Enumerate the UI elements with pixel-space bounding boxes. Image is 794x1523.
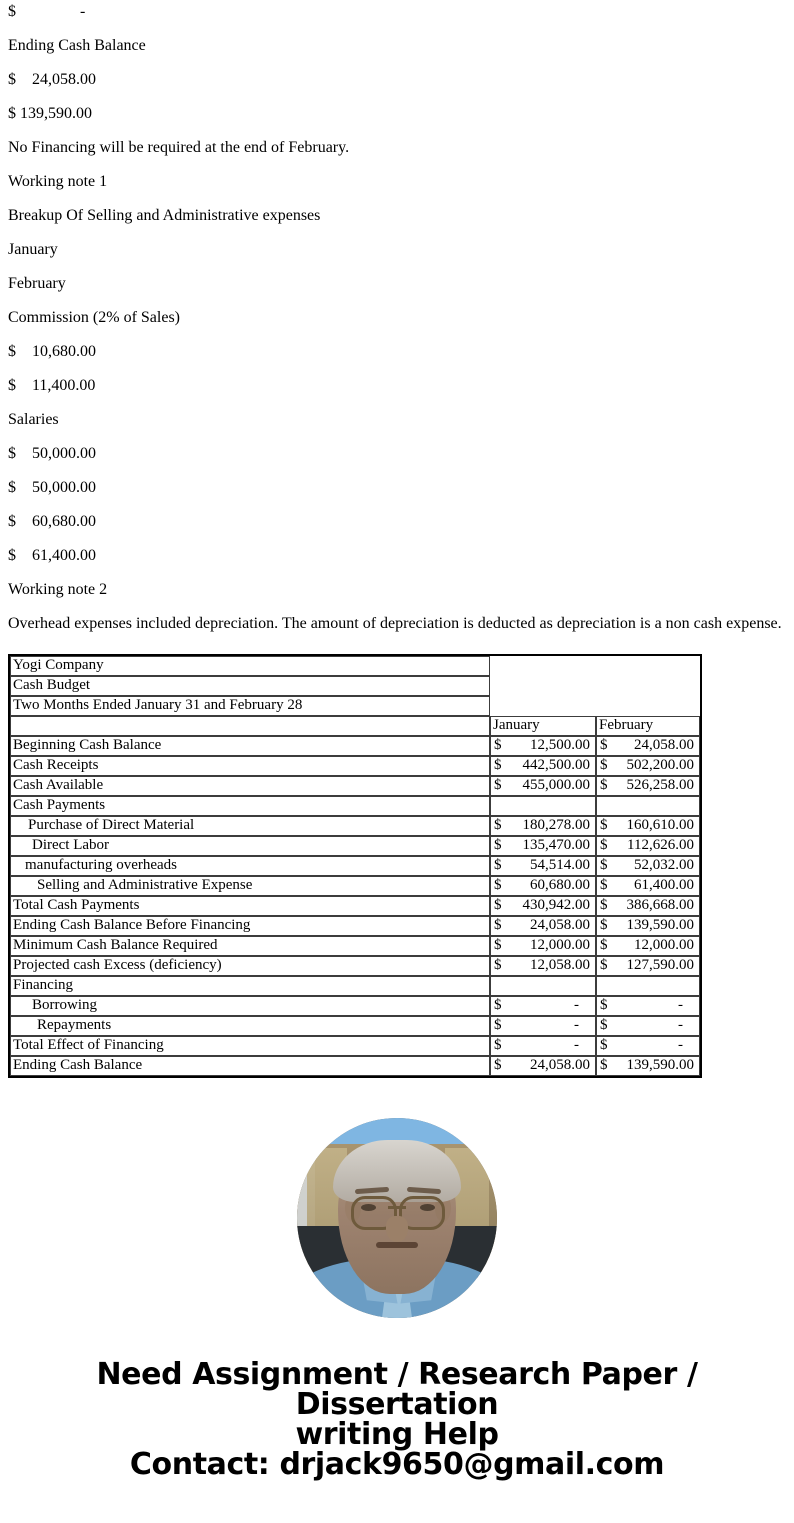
amount-text: 112,626.00 xyxy=(627,837,694,853)
doc-line: Working note 2 xyxy=(8,581,108,598)
table-cell-empty xyxy=(490,696,596,716)
doc-line: Ending Cash Balance xyxy=(8,37,146,54)
currency-symbol: $ xyxy=(494,737,502,753)
table-cell-january xyxy=(490,776,596,796)
currency-symbol: $ xyxy=(600,1057,608,1073)
table-row xyxy=(10,816,700,836)
doc-line: February xyxy=(8,275,66,292)
table-cell-label: Ending Cash Balance Before Financing xyxy=(10,916,490,936)
money-value xyxy=(599,938,697,953)
currency-symbol: $ xyxy=(494,857,502,873)
money-value xyxy=(493,1038,593,1053)
doc-line: $ 60,680.00 xyxy=(8,513,96,530)
table-cell-february xyxy=(596,916,700,936)
money-value xyxy=(599,758,697,773)
amount-text: - xyxy=(678,1037,683,1053)
promo-line-3: Contact: drjack9650@gmail.com xyxy=(129,1447,665,1482)
table-row xyxy=(10,916,700,936)
table-cell-label: Ending Cash Balance xyxy=(10,1056,490,1076)
table-row xyxy=(10,1016,700,1036)
amount-text: 526,258.00 xyxy=(626,777,694,793)
table-row xyxy=(10,936,700,956)
currency-symbol: $ xyxy=(600,897,608,913)
currency-symbol: $ xyxy=(600,737,608,753)
table-cell-january xyxy=(490,736,596,756)
amount-text: 430,942.00 xyxy=(522,897,590,913)
money-value xyxy=(599,818,697,833)
table-cell-empty xyxy=(596,676,700,696)
table-cell-label: Borrowing xyxy=(10,996,490,1016)
promo-line-2: writing Help xyxy=(295,1417,499,1452)
table-cell-february xyxy=(596,816,700,836)
table-cell-period: Two Months Ended January 31 and February 28 xyxy=(10,696,490,716)
amount-text: - xyxy=(678,1017,683,1033)
table-row xyxy=(10,996,700,1016)
table-cell-february xyxy=(596,976,700,996)
table-cell-label: Direct Labor xyxy=(10,836,490,856)
table-cell-january xyxy=(490,1016,596,1036)
table-row xyxy=(10,876,700,896)
table-cell-february xyxy=(596,776,700,796)
currency-symbol: $ xyxy=(600,817,608,833)
money-value xyxy=(493,878,593,893)
table-cell-february xyxy=(596,1056,700,1076)
table-cell-label: Repayments xyxy=(10,1016,490,1036)
table-cell-february xyxy=(596,836,700,856)
promo-line-1: Need Assignment / Research Paper / Dissertation xyxy=(96,1357,698,1422)
currency-symbol: $ xyxy=(600,957,608,973)
table-cell-february xyxy=(596,896,700,916)
currency-symbol: $ xyxy=(600,777,608,793)
table-row xyxy=(10,896,700,916)
table-cell-label: Selling and Administrative Expense xyxy=(10,876,490,896)
table-row xyxy=(10,1056,700,1076)
cash-budget-table-wrapper xyxy=(8,654,786,1078)
currency-symbol: $ xyxy=(600,917,608,933)
amount-text: - xyxy=(678,997,683,1013)
money-value xyxy=(493,818,593,833)
table-cell-budget-title: Cash Budget xyxy=(10,676,490,696)
currency-symbol: $ xyxy=(494,757,502,773)
money-value xyxy=(599,878,697,893)
table-header-row xyxy=(10,716,700,736)
table-cell-january xyxy=(490,856,596,876)
amount-text: 60,680.00 xyxy=(530,877,590,893)
currency-symbol: $ xyxy=(600,757,608,773)
money-value xyxy=(599,778,697,793)
table-cell-label: Cash Receipts xyxy=(10,756,490,776)
column-header-january: January xyxy=(490,716,596,736)
table-row xyxy=(10,836,700,856)
table-row xyxy=(10,756,700,776)
doc-line: $ 50,000.00 xyxy=(8,445,96,462)
avatar xyxy=(297,1118,497,1318)
table-cell-january xyxy=(490,756,596,776)
amount-text: 127,590.00 xyxy=(626,957,694,973)
table-cell-label: Total Effect of Financing xyxy=(10,1036,490,1056)
money-value xyxy=(493,738,593,753)
money-value xyxy=(599,858,697,873)
doc-line: Working note 1 xyxy=(8,173,108,190)
money-value xyxy=(493,958,593,973)
money-value xyxy=(599,738,697,753)
currency-symbol: $ xyxy=(494,1037,502,1053)
table-row xyxy=(10,976,700,996)
table-cell-january xyxy=(490,976,596,996)
doc-line: Breakup Of Selling and Administrative expenses xyxy=(8,207,321,224)
money-value xyxy=(599,958,697,973)
table-row-budget-title xyxy=(10,676,700,696)
table-row xyxy=(10,776,700,796)
currency-symbol: $ xyxy=(600,937,608,953)
photo-eyeglass-bridge xyxy=(388,1206,406,1209)
table-row-company xyxy=(10,656,700,676)
amount-text: 52,032.00 xyxy=(634,857,694,873)
amount-text: 24,058.00 xyxy=(530,917,590,933)
doc-line: $ 11,400.00 xyxy=(8,377,96,394)
doc-line: Commission (2% of Sales) xyxy=(8,309,180,326)
doc-line: Salaries xyxy=(8,411,59,428)
table-cell-label: Minimum Cash Balance Required xyxy=(10,936,490,956)
currency-symbol: $ xyxy=(600,857,608,873)
table-cell-label: Purchase of Direct Material xyxy=(10,816,490,836)
amount-text: 502,200.00 xyxy=(626,757,694,773)
money-value xyxy=(493,898,593,913)
table-row xyxy=(10,736,700,756)
money-value xyxy=(493,758,593,773)
table-cell-label: Projected cash Excess (deficiency) xyxy=(10,956,490,976)
document-text-block xyxy=(8,0,786,634)
table-cell-february xyxy=(596,1016,700,1036)
money-value xyxy=(493,1058,593,1073)
amount-text: 386,668.00 xyxy=(626,897,694,913)
photo-mouth xyxy=(376,1242,418,1248)
currency-symbol: $ xyxy=(494,897,502,913)
currency-symbol: $ xyxy=(494,957,502,973)
amount-text: 12,000.00 xyxy=(634,937,694,953)
author-photo-block xyxy=(8,1118,786,1318)
money-value xyxy=(493,838,593,853)
table-cell-january xyxy=(490,796,596,816)
currency-symbol: $ xyxy=(494,1017,502,1033)
money-value xyxy=(493,778,593,793)
amount-text: 12,000.00 xyxy=(530,937,590,953)
currency-symbol: $ xyxy=(494,997,502,1013)
amount-text: 61,400.00 xyxy=(634,877,694,893)
cash-budget-table xyxy=(8,654,702,1078)
money-value xyxy=(599,1038,697,1053)
money-value xyxy=(599,998,697,1013)
table-cell-label: Beginning Cash Balance xyxy=(10,736,490,756)
doc-line: No Financing will be required at the end of February. xyxy=(8,139,350,156)
table-cell-january xyxy=(490,896,596,916)
currency-symbol: $ xyxy=(494,817,502,833)
table-cell-february xyxy=(596,996,700,1016)
doc-line: $ 139,590.00 xyxy=(8,105,92,122)
doc-line: Overhead expenses included depreciation. The amount of depreciation is deducted as depreciation is a non cash expense. xyxy=(8,615,782,632)
table-cell-empty xyxy=(490,676,596,696)
currency-symbol: $ xyxy=(600,997,608,1013)
amount-text: - xyxy=(574,1017,579,1033)
currency-symbol: $ xyxy=(600,877,608,893)
table-cell-february xyxy=(596,856,700,876)
table-row xyxy=(10,796,700,816)
amount-text: 442,500.00 xyxy=(522,757,590,773)
table-cell-january xyxy=(490,1056,596,1076)
table-row xyxy=(10,1036,700,1056)
doc-line: January xyxy=(8,241,58,258)
table-cell-february xyxy=(596,956,700,976)
cash-budget-rows xyxy=(10,736,700,1076)
table-cell-january xyxy=(490,916,596,936)
table-cell-company-name: Yogi Company xyxy=(10,656,490,676)
table-cell-empty xyxy=(596,656,700,676)
table-cell-label: Cash Available xyxy=(10,776,490,796)
table-cell-label: Total Cash Payments xyxy=(10,896,490,916)
table-cell-february xyxy=(596,1036,700,1056)
table-cell-january xyxy=(490,816,596,836)
money-value xyxy=(599,838,697,853)
amount-text: 12,058.00 xyxy=(530,957,590,973)
doc-line: $ 10,680.00 xyxy=(8,343,96,360)
amount-text: - xyxy=(574,997,579,1013)
table-row xyxy=(10,856,700,876)
amount-text: 139,590.00 xyxy=(626,917,694,933)
table-row xyxy=(10,956,700,976)
table-cell-label: Financing xyxy=(10,976,490,996)
currency-symbol: $ xyxy=(494,837,502,853)
money-value xyxy=(493,998,593,1013)
amount-text: 24,058.00 xyxy=(530,1057,590,1073)
currency-symbol: $ xyxy=(494,777,502,793)
table-cell-february xyxy=(596,796,700,816)
doc-line: $ - xyxy=(8,3,86,20)
amount-text: 24,058.00 xyxy=(634,737,694,753)
table-cell-empty xyxy=(596,696,700,716)
table-row-period xyxy=(10,696,700,716)
table-cell-february xyxy=(596,876,700,896)
amount-text: 12,500.00 xyxy=(530,737,590,753)
currency-symbol: $ xyxy=(494,877,502,893)
money-value xyxy=(493,918,593,933)
amount-text: 54,514.00 xyxy=(530,857,590,873)
table-cell-january xyxy=(490,836,596,856)
currency-symbol: $ xyxy=(494,937,502,953)
amount-text: - xyxy=(574,1037,579,1053)
amount-text: 139,590.00 xyxy=(626,1057,694,1073)
amount-text: 180,278.00 xyxy=(522,817,590,833)
money-value xyxy=(599,898,697,913)
doc-line: $ 61,400.00 xyxy=(8,547,96,564)
currency-symbol: $ xyxy=(600,1037,608,1053)
money-value xyxy=(493,1018,593,1033)
amount-text: 160,610.00 xyxy=(626,817,694,833)
money-value xyxy=(493,938,593,953)
table-cell-january xyxy=(490,1036,596,1056)
amount-text: 455,000.00 xyxy=(522,777,590,793)
money-value xyxy=(599,1018,697,1033)
table-cell-label: Cash Payments xyxy=(10,796,490,816)
table-cell-january xyxy=(490,956,596,976)
photo-nose xyxy=(386,1216,408,1242)
money-value xyxy=(493,858,593,873)
table-cell-february xyxy=(596,736,700,756)
promo-footer xyxy=(8,1357,786,1500)
currency-symbol: $ xyxy=(600,1017,608,1033)
currency-symbol: $ xyxy=(600,837,608,853)
table-cell-empty xyxy=(490,656,596,676)
amount-text: 135,470.00 xyxy=(522,837,590,853)
table-cell-february xyxy=(596,756,700,776)
doc-line: $ 24,058.00 xyxy=(8,71,96,88)
table-cell-february xyxy=(596,936,700,956)
money-value xyxy=(599,918,697,933)
table-cell-january xyxy=(490,876,596,896)
currency-symbol: $ xyxy=(494,1057,502,1073)
currency-symbol: $ xyxy=(494,917,502,933)
doc-line: $ 50,000.00 xyxy=(8,479,96,496)
column-header-february: February xyxy=(596,716,700,736)
column-header-label xyxy=(10,716,490,736)
table-cell-january xyxy=(490,996,596,1016)
money-value xyxy=(599,1058,697,1073)
table-cell-january xyxy=(490,936,596,956)
table-cell-label: manufacturing overheads xyxy=(10,856,490,876)
